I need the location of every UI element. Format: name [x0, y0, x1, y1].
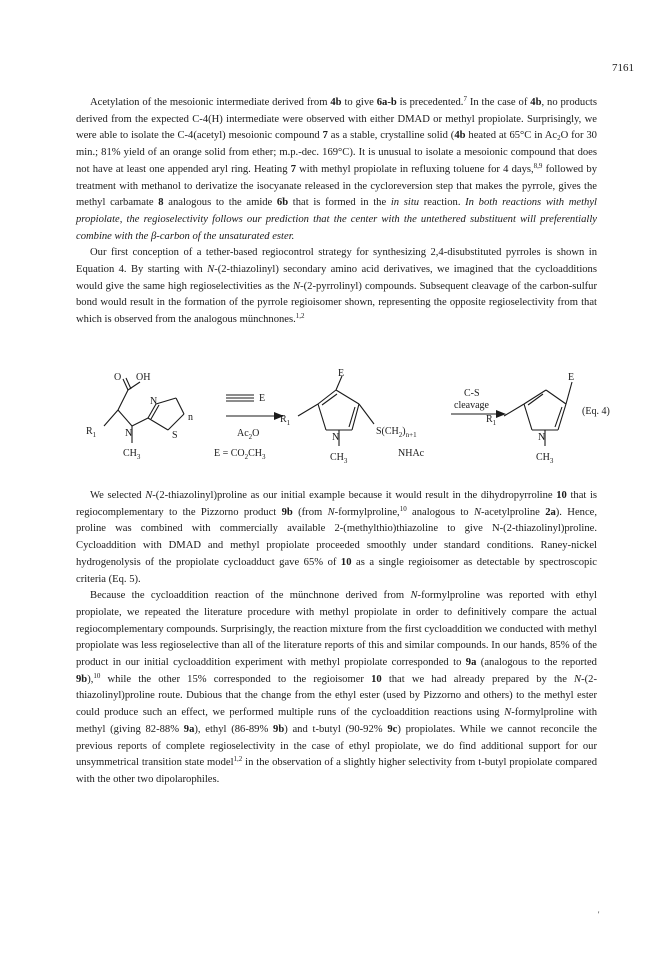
text-run: 1,2: [295, 312, 305, 321]
label-oh: OH: [136, 372, 151, 383]
thiazoline-bond-4: [168, 414, 184, 430]
text-run: 7: [322, 130, 328, 142]
text-run: -(2-thiazolinyl) secondary amino acid derivatives, we imagined that the cycloadditions would give the same high regioselectivities as the: [76, 264, 597, 292]
text-run: 4b: [454, 130, 466, 142]
label-o: O: [114, 372, 122, 383]
thiazoline-cn-2: [151, 405, 159, 419]
text-run: Acetylation of the mesoionic intermediate derived from: [90, 97, 331, 108]
pyrrole1-bond-2: [352, 404, 359, 430]
paragraph: [76, 95, 597, 245]
footer-mark: ': [598, 910, 600, 919]
paragraph: [76, 488, 597, 588]
equation-label: (Eq. 4): [582, 406, 610, 417]
text-run: ). Hence, proline was combined with commercially available 2-(methylthio)thiazoline to give N-(2-thiazolinyl)proline. Cycloaddition with DMAD and methyl propiolate proceeded smoothly under standard conditions. Raney-nickel hydrogenolysis of the propiolate cycloadduct gave 65% of: [76, 506, 598, 568]
text-run: ) and t-butyl (90-92%: [284, 723, 388, 735]
text-run: N: [574, 673, 582, 685]
pyrrole2-r1-bond: [504, 404, 524, 416]
text-run: 6b: [276, 197, 289, 209]
label-sch2: $S(CH_2)_{n+1}$: [376, 426, 417, 439]
text-run: Because the cycloaddition reaction of the münchnone derived from: [90, 590, 411, 602]
pyrrole1-bond-1: [336, 390, 359, 404]
label-ac2o: $Ac_2O$: [237, 428, 260, 441]
label-ch3-a: $CH_3$: [123, 448, 141, 461]
text-run: with methyl propiolate in refluxing toluene for 4 days,: [295, 163, 534, 175]
text-run: 2a: [545, 506, 556, 518]
text-run: -formylproline was reported with ethyl propiolate, we repeated the literature procedure with methyl propiolate in order to definitively compare the actual regiocomplementary compounds. Surprisingly, the reaction mixture from the first cycloaddition we conducted with methyl propiolate was less regioselective than all of the literature reports of this and similar compounds. In our hands, 85% of the product in our initial cycloaddition experiment with methyl propiolate corresponded to: [76, 590, 597, 669]
text-block-bottom: [76, 488, 597, 789]
text-run: ),: [87, 673, 94, 685]
text-run: 10: [340, 556, 352, 568]
text-run: 2: [557, 134, 561, 143]
pyrrole2-bond-1: [524, 390, 546, 404]
text-run: N: [504, 707, 512, 719]
label-r1-b: $R_1$: [280, 414, 291, 427]
text-run: (analogous to the reported: [476, 657, 597, 669]
text-block-top: [76, 95, 597, 329]
label-reagent-e: E: [259, 393, 266, 404]
label-nhac: NHAc: [398, 448, 425, 459]
text-run: -formylproline,: [334, 506, 400, 518]
text-run: 8,9: [533, 161, 543, 170]
text-run: (from: [292, 506, 328, 518]
text-run: 10: [399, 504, 407, 513]
label-cs: C-S: [464, 388, 480, 399]
text-run: N: [327, 506, 335, 518]
text-run: -(2-pyrrolinyl) compounds. Subsequent cleavage of the carbon-sulfur bond would result in the formation of the pyrrole regioisomer shown, representing the opposite regioselectivity from that which is observed from the analogous münchnones.: [76, 280, 597, 326]
text-run: to give: [341, 97, 377, 108]
text-run: 10: [371, 673, 382, 685]
equation-4-scheme: [76, 368, 616, 478]
label-e-product1: E: [338, 368, 345, 379]
r1-bond: [104, 410, 118, 426]
text-run: N: [207, 264, 215, 276]
text-run: N: [145, 490, 153, 501]
text-run: -(2-thiazolinyl)proline route. Dubious that the change from the ethyl ester (used by Pizzorno and others) to the methyl ester could produce such an effect, we performed multiple runs of the cycloaddition reactions using: [76, 673, 597, 719]
text-run: -(2-thiazolinyl)proline as our initial example because it would result in the dihydropyrroline: [152, 490, 557, 501]
text-run: N: [410, 590, 418, 602]
text-run: that is formed in the: [288, 197, 391, 209]
pyrrole2-e-bond: [566, 382, 572, 404]
text-run: is precedented.: [396, 97, 464, 108]
label-n-pyrrole2: N: [538, 432, 546, 443]
n-to-ring-bond: [132, 418, 148, 426]
text-run: that we had already prepared by the: [381, 673, 575, 685]
text-run: We selected: [90, 490, 146, 501]
text-run: as a single regioisomer as detectable by spectroscopic criteria (Eq. 5).: [76, 556, 597, 585]
page-number: 7161: [612, 62, 634, 74]
text-run: analogous to the amide: [163, 197, 277, 209]
text-run: 4b: [330, 97, 342, 108]
text-run: 9a: [183, 723, 195, 735]
text-run: In the case of: [466, 97, 531, 108]
text-run: N: [473, 506, 482, 518]
text-run: reaction.: [419, 197, 466, 209]
label-e-definition: $E = CO_2CH_3$: [214, 448, 266, 461]
label-r1-a: $R_1$: [86, 426, 97, 439]
text-run: 7: [463, 95, 467, 103]
label-ch3-c: $CH_3$: [536, 452, 554, 465]
pyrrole1-bond-4: [318, 404, 326, 430]
text-run: as a stable, crystalline solid (: [327, 130, 455, 142]
pyrrole1-s-bond: [359, 404, 374, 424]
text-run: 9b: [76, 673, 88, 685]
reaction-scheme-graphic: [76, 368, 616, 478]
pyrrole2-bond-2: [546, 390, 566, 404]
thiazoline-bond-5: [148, 418, 168, 430]
label-n-subscript: n: [188, 412, 193, 423]
pyrrole1-r1-bond: [298, 404, 318, 416]
text-run: 9b: [281, 506, 293, 518]
label-e-product2: E: [568, 372, 575, 383]
text-run: analogous to: [406, 506, 474, 518]
label-n-ring: N: [150, 396, 158, 407]
text-run: Our first conception of a tether-based regiocontrol strategy for synthesizing 2,4-disubstituted pyrroles is shown in Equation 4. By starting with: [76, 247, 597, 276]
text-run: while the other 15% corresponded to the regioisomer: [100, 673, 372, 685]
paragraph: [76, 245, 597, 329]
text-run: O for 30 min.; 81% yield of an orange solid from ether; m.p.-dec. 169°C). It is unusual to isolate a mesoionic compound that does not have at least one appended aryl ring. Heating: [76, 130, 597, 175]
text-run: -formylproline with methyl (giving 82-88%: [76, 707, 597, 735]
text-run: in the observation of a slightly higher selectivity from t-butyl propiolate compared with the other two dipolarophiles.: [76, 757, 597, 785]
label-n-amine: N: [125, 428, 133, 439]
text-run: In both reactions with methyl propiolate, the regioselectivity follows our prediction that the center with the untethered substituent will preferentially combine with the β-carbon of the unsaturated ester.: [76, 197, 597, 242]
paragraph: [76, 588, 597, 788]
ring-bond-1: [118, 410, 132, 426]
text-run: 9c: [387, 723, 398, 735]
text-run: in situ: [390, 197, 420, 209]
text-run: -acetylproline: [481, 506, 546, 518]
text-run: 9a: [465, 657, 477, 669]
text-run: ), ethyl (86-89%: [194, 723, 274, 735]
text-run: 4b: [530, 97, 542, 108]
label-cleavage: cleavage: [454, 400, 489, 411]
text-run: ) propiolates. While we cannot reconcile the previous reports of complete regioselectivity in the case of ethyl propiolate, we do find additional support for our unsymmetrical transition state model: [76, 723, 598, 769]
label-s: S: [172, 430, 178, 441]
text-run: 10: [556, 490, 567, 501]
text-run: , no products derived from the expected C-4(H) intermediate were observed with either DMAD or methyl propiolate. Surprisingly, we were able to isolate the C-4(acetyl) mesoionic compound: [76, 97, 597, 142]
text-run: 6a-b: [376, 97, 397, 108]
label-ch3-b: $CH_3$: [330, 452, 348, 465]
text-run: 7: [290, 163, 296, 175]
text-run: that is regiocomplementary to the Pizzorno product: [76, 490, 598, 518]
thiazoline-bond-2: [156, 398, 176, 404]
text-run: followed by treatment with methanol to derivatize the isocyanate released in the cycloreversion step that makes the pyrrole, gives the methyl carbamate: [76, 163, 597, 209]
text-run: heated at 65°C in Ac: [465, 130, 558, 142]
text-run: 10: [93, 671, 101, 680]
text-run: N: [293, 280, 301, 292]
label-n-pyrrole1: N: [332, 432, 340, 443]
text-run: 9b: [273, 723, 285, 735]
label-r1-c: $R_1$: [486, 414, 497, 427]
arrowhead-2: [496, 410, 506, 418]
pyrrole2-double-2: [555, 407, 562, 427]
carboxyl-bond: [118, 390, 128, 410]
thiazoline-bond-3: [176, 398, 184, 414]
pyrrole2-bond-5: [524, 404, 532, 430]
text-run: 8: [158, 197, 164, 209]
text-run: 1,2: [233, 755, 243, 764]
